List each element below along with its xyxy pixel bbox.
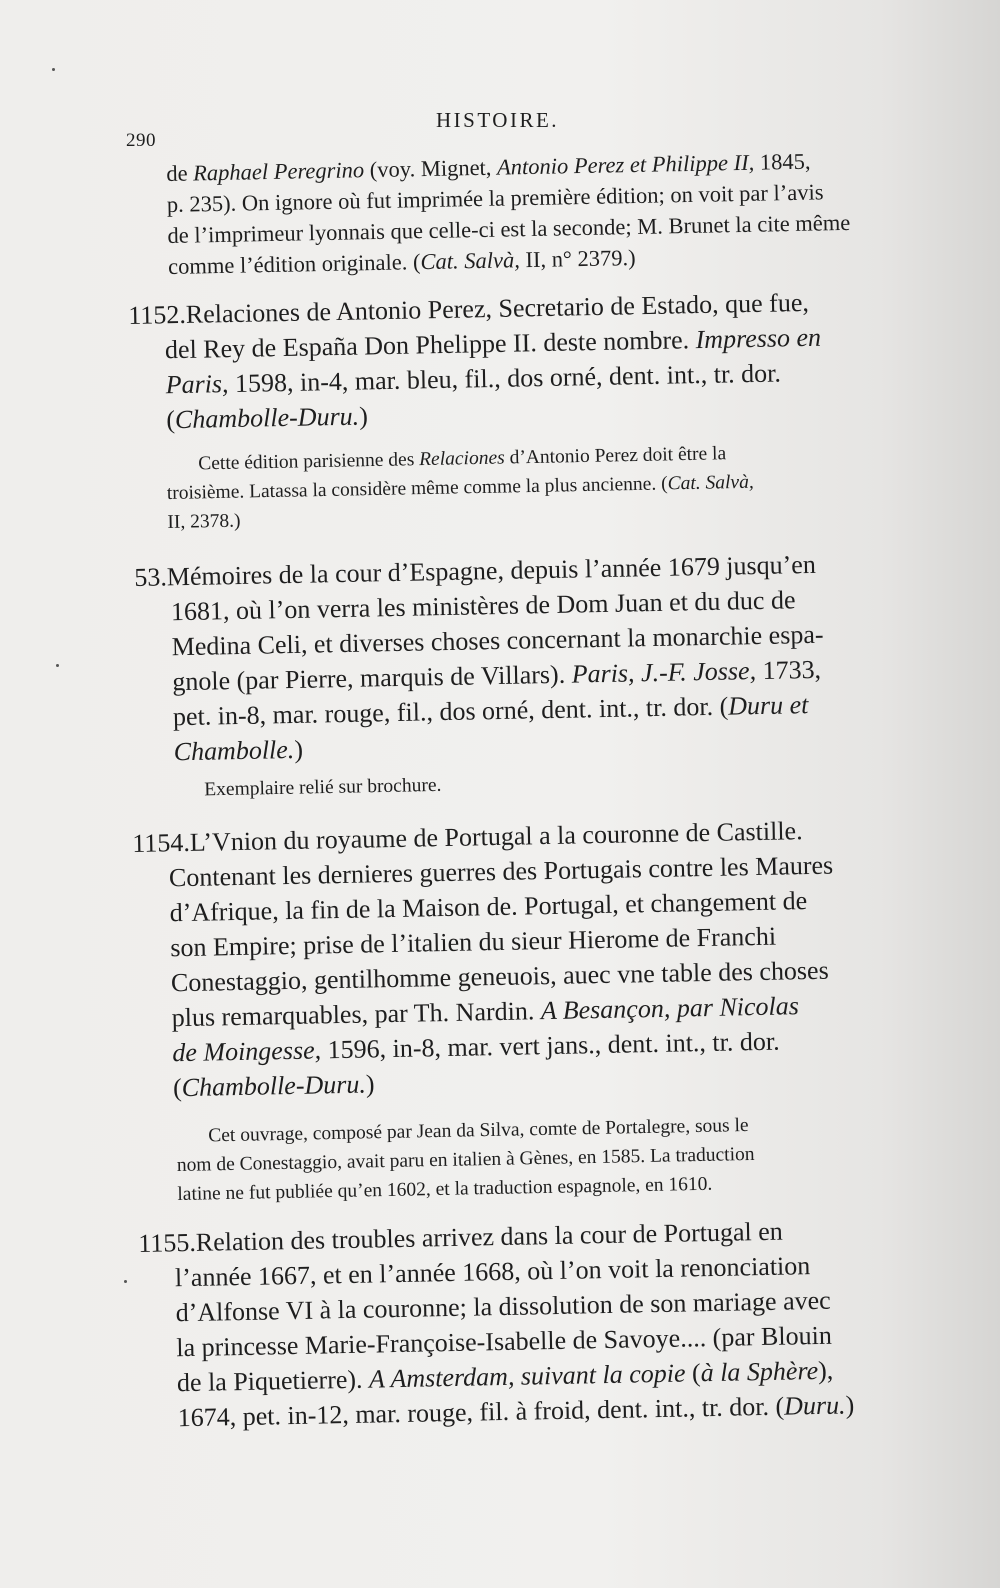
entry-line: Paris, 1598, in-4, mar. bleu, fil., dos orné, dent. int., tr. dor. — [165, 358, 782, 400]
entry-1153 — [134, 546, 868, 770]
text-line: comme l’édition originale. (Cat. Salvà, II, n° 2379.) — [167, 245, 636, 279]
entry-1154 — [132, 812, 867, 1106]
page-number: 290 — [126, 130, 156, 151]
italic-text: A Besançon, par Nicolas — [540, 991, 800, 1026]
entry-line: (Chambolle-Duru.) — [166, 401, 369, 435]
entry-line: plus remarquables, par Th. Nardin. A Besançon, par Nicolas — [171, 991, 800, 1033]
entry-line: gnole (par Pierre, marquis de Villars). Paris, J.-F. Josse, 1733, — [172, 654, 822, 697]
entry-line: Conestaggio, gentilhomme geneuois, auec vne table des choses — [170, 955, 829, 998]
italic-text: Duru. — [783, 1390, 846, 1421]
italic-text: Impresso en — [695, 322, 822, 355]
italic-text: Chambolle-Duru. — [174, 401, 360, 435]
italic-text: Chambolle-Duru. — [181, 1069, 367, 1103]
entry-line: Chambolle.) — [173, 734, 304, 767]
note-line: Cet ouvrage, composé par Jean da Silva, comte de Portalegre, sous le — [208, 1115, 749, 1147]
entry-line: d’Afrique, la fin de la Maison de. Portugal, et changement de — [169, 886, 808, 928]
entry-line: l’année 1667, et en l’année 1668, où l’on voit la renonciation — [174, 1251, 811, 1293]
italic-text: Duru et — [727, 690, 809, 721]
paper-speck — [52, 68, 55, 71]
paper-speck — [56, 664, 59, 667]
entry-1152 — [128, 284, 861, 438]
entry-title-start: L’Vnion du royaume de Portugal a la couronne de Castille. — [189, 816, 803, 857]
note-line: Cette édition parisienne des Relaciones d’Antonio Perez doit être la — [198, 443, 727, 475]
entry-number: 1154. — [132, 827, 191, 858]
entry-title-start: Mémoires de la cour d’Espagne, depuis l’année 1679 jusqu’en — [166, 549, 817, 592]
italic-text: Paris, — [165, 369, 229, 400]
entry-title-start: Relation des troubles arrivez dans la cour de Portugal en — [195, 1216, 784, 1257]
entry-line: Contenant les dernieres guerres des Portugais contre les Maures — [168, 850, 834, 893]
paper-speck — [124, 1280, 127, 1283]
text-line: de l’imprimeur lyonnais que celle-ci est la seconde; M. Brunet la cite même — [167, 209, 851, 248]
note-line: troisième. Latassa la considère même comme la plus ancienne. (Cat. Salvà, — [166, 471, 754, 504]
entry-1152-note — [166, 436, 898, 537]
italic-text: Chambolle. — [173, 734, 295, 767]
entry-number: 1152. — [128, 299, 187, 330]
note-line: II, 2378.) — [167, 510, 241, 533]
note-line: Exemplaire relié sur brochure. — [204, 774, 442, 801]
italic-text: de Moingesse, — [172, 1035, 322, 1068]
entry-line: pet. in-8, mar. rouge, fil., dos orné, dent. int., tr. dor. (Duru et — [172, 690, 809, 732]
italic-text: Antonio Perez et Philippe II, — [496, 149, 755, 180]
entry-1154-note — [176, 1108, 908, 1209]
entry-line: (Chambolle-Duru.) — [172, 1069, 375, 1103]
entry-title-start: Relaciones de Antonio Perez, Secretario de Estado, que fue, — [185, 287, 810, 329]
continuation-paragraph — [166, 144, 898, 282]
entry-number: 1155. — [138, 1227, 197, 1258]
entry-1153-note — [172, 762, 902, 805]
note-line: nom de Conestaggio, avait paru en italien à Gènes, en 1585. La traduction — [176, 1143, 755, 1176]
text-line: p. 235). On ignore où fut imprimée la première édition; on voit par l’avis — [166, 179, 824, 217]
entry-line: d’Alfonse VI à la couronne; la dissolution de son mariage avec — [175, 1285, 831, 1328]
entry-number: 53. — [134, 562, 168, 592]
entry-line: de la Piquetierre). A Amsterdam, suivant la copie (à la Sphère), — [176, 1355, 834, 1398]
italic-text: Relaciones — [418, 447, 505, 471]
entry-1155 — [138, 1212, 872, 1436]
italic-text: Cat. Salvà, — [420, 247, 521, 275]
italic-text: Raphael Peregrino — [192, 157, 365, 186]
entry-line: 1681, où l’on verra les ministères de Dom Juan et du duc de — [170, 585, 796, 627]
entry-line: la princesse Marie-Françoise-Isabelle de Savoye.... (par Blouin — [176, 1320, 833, 1363]
italic-text: Paris, J.-F. Josse, — [571, 656, 757, 689]
running-head: HISTOIRE. — [436, 108, 560, 132]
italic-text: A Amsterdam, suivant la copie — [368, 1358, 686, 1394]
entry-line: del Rey de España Don Phelippe II. deste nombre. Impresso en — [164, 322, 822, 365]
entry-line: Medina Celi, et diverses choses concernant la monarchie espa- — [171, 619, 824, 662]
note-line: latine ne fut publiée qu’en 1602, et la traduction espagnole, en 1610. — [177, 1173, 713, 1205]
entry-line: 1674, pet. in-12, mar. rouge, fil. à froid, dent. int., tr. dor. (Duru.) — [177, 1390, 855, 1433]
entry-line: de Moingesse, 1596, in-8, mar. vert jans., dent. int., tr. dor. — [172, 1026, 780, 1068]
text-line: de Raphael Peregrino (voy. Mignet, Antonio Perez et Philippe II, 1845, — [166, 148, 811, 186]
italic-text: Cat. Salvà, — [667, 471, 754, 495]
italic-text: à la Sphère — [700, 1355, 819, 1388]
entry-line: son Empire; prise de l’italien du sieur Hierome de Franchi — [170, 921, 777, 963]
